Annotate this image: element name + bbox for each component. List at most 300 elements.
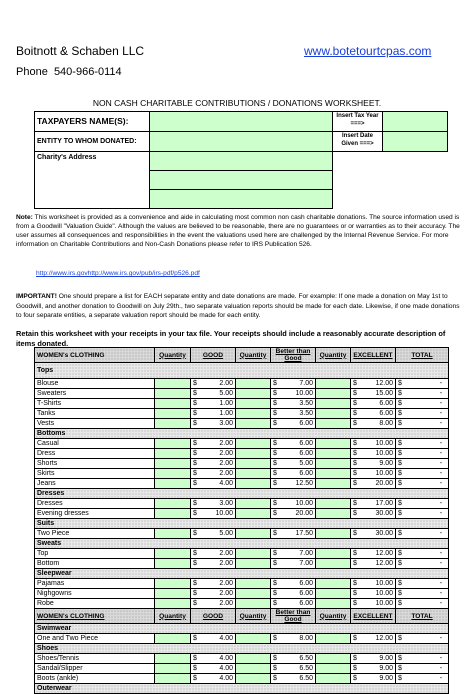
currency-symbol: $	[353, 500, 357, 507]
table-row	[35, 439, 449, 449]
currency-symbol: $	[398, 590, 402, 597]
quantity-good-field[interactable]	[155, 654, 191, 664]
quantity-excellent-field[interactable]	[316, 499, 351, 509]
currency-symbol: $	[398, 460, 402, 467]
address-line-3-field[interactable]	[150, 190, 333, 209]
excellent-price	[351, 664, 396, 674]
good-price	[191, 529, 236, 539]
excellent-value: 10.00	[375, 440, 393, 447]
quantity-better-field[interactable]	[236, 579, 271, 589]
taxpayers-name-field[interactable]	[150, 112, 333, 132]
section-row	[35, 519, 449, 529]
tax-year-field[interactable]	[383, 112, 448, 132]
row-total	[396, 439, 449, 449]
currency-symbol: $	[398, 390, 402, 397]
col-quantity-better-2: Quantity	[236, 609, 271, 624]
quantity-excellent-field[interactable]	[316, 559, 351, 569]
quantity-good-field[interactable]	[155, 579, 191, 589]
quantity-excellent-field[interactable]	[316, 579, 351, 589]
section-sleepwear: Sleepwear	[35, 569, 449, 579]
currency-symbol: $	[193, 530, 197, 537]
row-total	[396, 389, 449, 399]
quantity-better-field[interactable]	[236, 654, 271, 664]
col-womens: WOMEN's CLOTHING	[35, 348, 155, 363]
item-name: Shorts	[35, 459, 155, 469]
currency-symbol: $	[353, 510, 357, 517]
good-value: 1.00	[219, 410, 233, 417]
currency-symbol: $	[193, 470, 197, 477]
quantity-better-field[interactable]	[236, 529, 271, 539]
good-value: 3.00	[219, 500, 233, 507]
item-name: Vests	[35, 419, 155, 429]
currency-symbol: $	[193, 380, 197, 387]
better-value: 12.50	[295, 480, 313, 487]
quantity-better-field[interactable]	[236, 634, 271, 644]
quantity-excellent-field[interactable]	[316, 459, 351, 469]
quantity-better-field[interactable]	[236, 589, 271, 599]
quantity-good-field[interactable]	[155, 409, 191, 419]
currency-symbol: $	[273, 460, 277, 467]
quantity-better-field[interactable]	[236, 664, 271, 674]
better-value: 5.00	[299, 460, 313, 467]
quantity-better-field[interactable]	[236, 399, 271, 409]
row-total	[396, 449, 449, 459]
currency-symbol: $	[398, 420, 402, 427]
good-value: 2.00	[219, 550, 233, 557]
better-value: 7.00	[299, 560, 313, 567]
currency-symbol: $	[353, 560, 357, 567]
section-row	[35, 489, 449, 499]
excellent-price	[351, 439, 396, 449]
worksheet-title: NON CASH CHARITABLE CONTRIBUTIONS / DONATIONS WORKSHEET.	[92, 98, 382, 108]
excellent-value: 10.00	[375, 590, 393, 597]
currency-symbol: $	[193, 665, 197, 672]
currency-symbol: $	[398, 510, 402, 517]
total-value: -	[439, 550, 443, 557]
quantity-good-field[interactable]	[155, 439, 191, 449]
date-given-field[interactable]	[383, 132, 448, 152]
currency-symbol: $	[193, 440, 197, 447]
quantity-excellent-field[interactable]	[316, 634, 351, 644]
currency-symbol: $	[273, 440, 277, 447]
section-tops: Tops	[35, 363, 449, 379]
better-price	[271, 409, 316, 419]
currency-symbol: $	[193, 500, 197, 507]
website-link[interactable]: www.botetourtcpas.com	[304, 44, 432, 58]
col-quantity-excellent: Quantity	[316, 348, 351, 363]
item-name: One and Two Piece	[35, 634, 155, 644]
better-value: 6.00	[299, 450, 313, 457]
row-total	[396, 634, 449, 644]
currency-symbol: $	[273, 510, 277, 517]
good-value: 2.00	[219, 600, 233, 607]
quantity-excellent-field[interactable]	[316, 449, 351, 459]
row-total	[396, 469, 449, 479]
quantity-excellent-field[interactable]	[316, 479, 351, 489]
table-row	[35, 499, 449, 509]
total-value: -	[439, 400, 443, 407]
currency-symbol: $	[193, 635, 197, 642]
quantity-better-field[interactable]	[236, 499, 271, 509]
better-value: 6.00	[299, 600, 313, 607]
good-price	[191, 559, 236, 569]
item-name: Shoes/Tennis	[35, 654, 155, 664]
currency-symbol: $	[353, 440, 357, 447]
good-price	[191, 399, 236, 409]
good-price	[191, 409, 236, 419]
currency-symbol: $	[273, 450, 277, 457]
col-good: GOOD	[191, 348, 236, 363]
currency-symbol: $	[353, 600, 357, 607]
better-price	[271, 589, 316, 599]
col-quantity-good: Quantity	[155, 348, 191, 363]
entity-name-field[interactable]	[150, 132, 333, 152]
currency-symbol: $	[398, 600, 402, 607]
quantity-good-field[interactable]	[155, 419, 191, 429]
currency-symbol: $	[398, 380, 402, 387]
good-price	[191, 579, 236, 589]
insert-year-label: Insert Tax Year ===>	[333, 112, 383, 132]
currency-symbol: $	[398, 530, 402, 537]
better-price	[271, 449, 316, 459]
currency-symbol: $	[398, 500, 402, 507]
currency-symbol: $	[193, 590, 197, 597]
table-header-row	[35, 348, 449, 363]
quantity-better-field[interactable]	[236, 549, 271, 559]
good-price	[191, 499, 236, 509]
quantity-better-field[interactable]	[236, 379, 271, 389]
note-label: Note:	[16, 214, 33, 221]
quantity-better-field[interactable]	[236, 559, 271, 569]
currency-symbol: $	[193, 675, 197, 682]
quantity-good-field[interactable]	[155, 499, 191, 509]
section-suits: Suits	[35, 519, 449, 529]
quantity-excellent-field[interactable]	[316, 419, 351, 429]
total-value: -	[439, 500, 443, 507]
row-total	[396, 599, 449, 609]
quantity-excellent-field[interactable]	[316, 529, 351, 539]
retain-instruction: Retain this worksheet with your receipts in your tax file. Your receipts should include a reasonably accurate description of items donated.	[16, 329, 446, 348]
quantity-excellent-field[interactable]	[316, 654, 351, 664]
currency-symbol: $	[193, 420, 197, 427]
quantity-good-field[interactable]	[155, 599, 191, 609]
better-price	[271, 634, 316, 644]
excellent-value: 10.00	[375, 470, 393, 477]
better-value: 10.00	[295, 390, 313, 397]
currency-symbol: $	[273, 675, 277, 682]
currency-symbol: $	[353, 390, 357, 397]
section-swimwear: Swimwear	[35, 624, 449, 634]
currency-symbol: $	[353, 380, 357, 387]
item-name: Sweaters	[35, 389, 155, 399]
better-price	[271, 599, 316, 609]
good-price	[191, 379, 236, 389]
excellent-value: 9.00	[379, 665, 393, 672]
quantity-better-field[interactable]	[236, 449, 271, 459]
excellent-price	[351, 449, 396, 459]
quantity-better-field[interactable]	[236, 409, 271, 419]
good-price	[191, 449, 236, 459]
phone-number: 540-966-0114	[53, 66, 122, 78]
excellent-price	[351, 559, 396, 569]
currency-symbol: $	[193, 400, 197, 407]
currency-symbol: $	[353, 590, 357, 597]
total-value: -	[439, 380, 443, 387]
currency-symbol: $	[193, 600, 197, 607]
section-dresses: Dresses	[35, 489, 449, 499]
better-value: 17.50	[295, 530, 313, 537]
currency-symbol: $	[398, 400, 402, 407]
currency-symbol: $	[398, 440, 402, 447]
charity-address-label: Charity's Address	[35, 152, 150, 209]
quantity-good-field[interactable]	[155, 549, 191, 559]
row-total	[396, 589, 449, 599]
item-name: Tanks	[35, 409, 155, 419]
irs-link[interactable]: http://www.irs.govhttp://www.irs.gov/pub/irs-pdf/p526.pdf	[36, 270, 200, 277]
section-bottoms: Bottoms	[35, 429, 449, 439]
section-row	[35, 539, 449, 549]
col-quantity-excellent-2: Quantity	[316, 609, 351, 624]
excellent-price	[351, 509, 396, 519]
quantity-better-field[interactable]	[236, 509, 271, 519]
row-total	[396, 459, 449, 469]
better-price	[271, 419, 316, 429]
quantity-good-field[interactable]	[155, 389, 191, 399]
currency-symbol: $	[273, 420, 277, 427]
total-value: -	[439, 665, 443, 672]
quantity-good-field[interactable]	[155, 459, 191, 469]
quantity-better-field[interactable]	[236, 439, 271, 449]
table-row	[35, 654, 449, 664]
better-price	[271, 499, 316, 509]
row-total	[396, 549, 449, 559]
better-price	[271, 439, 316, 449]
row-total	[396, 529, 449, 539]
currency-symbol: $	[273, 550, 277, 557]
excellent-value: 10.00	[375, 580, 393, 587]
currency-symbol: $	[353, 675, 357, 682]
quantity-excellent-field[interactable]	[316, 389, 351, 399]
table-row	[35, 664, 449, 674]
row-total	[396, 579, 449, 589]
total-value: -	[439, 460, 443, 467]
section-row	[35, 363, 449, 379]
currency-symbol: $	[273, 665, 277, 672]
good-price	[191, 589, 236, 599]
currency-symbol: $	[398, 665, 402, 672]
col-quantity-better: Quantity	[236, 348, 271, 363]
quantity-excellent-field[interactable]	[316, 599, 351, 609]
total-value: -	[439, 470, 443, 477]
currency-symbol: $	[273, 480, 277, 487]
col-excellent-2: EXCELLENT	[351, 609, 396, 624]
good-value: 2.00	[219, 460, 233, 467]
quantity-excellent-field[interactable]	[316, 379, 351, 389]
excellent-price	[351, 409, 396, 419]
excellent-value: 10.00	[375, 600, 393, 607]
better-price	[271, 559, 316, 569]
currency-symbol: $	[398, 550, 402, 557]
important-text: One should prepare a list for EACH separate entity and date donations are made. For example: If one made a donation on May 1st to Goodwill, and another donation to Goodwill on July 29th., two separate valuation reports should be made for each date. Likewise, if one made donations to four separate entities, a separate valuation report should be made for each entity.	[16, 293, 460, 319]
currency-symbol: $	[273, 560, 277, 567]
quantity-good-field[interactable]	[155, 559, 191, 569]
section-shoes: Shoes	[35, 644, 449, 654]
excellent-value: 9.00	[379, 460, 393, 467]
quantity-excellent-field[interactable]	[316, 409, 351, 419]
currency-symbol: $	[193, 655, 197, 662]
better-value: 6.00	[299, 590, 313, 597]
good-value: 5.00	[219, 390, 233, 397]
phone-label: Phone	[16, 66, 48, 78]
quantity-good-field[interactable]	[155, 589, 191, 599]
address-line-2-field[interactable]	[150, 171, 333, 190]
better-price	[271, 379, 316, 389]
total-value: -	[439, 655, 443, 662]
item-name: Evening dresses	[35, 509, 155, 519]
phone-line	[16, 66, 122, 78]
quantity-better-field[interactable]	[236, 599, 271, 609]
item-name: T-Shirts	[35, 399, 155, 409]
excellent-price	[351, 499, 396, 509]
currency-symbol: $	[353, 530, 357, 537]
currency-symbol: $	[353, 400, 357, 407]
quantity-good-field[interactable]	[155, 529, 191, 539]
currency-symbol: $	[193, 550, 197, 557]
quantity-good-field[interactable]	[155, 399, 191, 409]
col-womens-2: WOMEN's CLOTHING	[35, 609, 155, 624]
good-price	[191, 509, 236, 519]
quantity-good-field[interactable]	[155, 449, 191, 459]
quantity-excellent-field[interactable]	[316, 509, 351, 519]
quantity-better-field[interactable]	[236, 459, 271, 469]
header-blank	[333, 152, 448, 209]
better-price	[271, 549, 316, 559]
better-value: 7.00	[299, 380, 313, 387]
quantity-good-field[interactable]	[155, 479, 191, 489]
currency-symbol: $	[353, 665, 357, 672]
important-paragraph	[16, 292, 460, 321]
excellent-price	[351, 469, 396, 479]
quantity-good-field[interactable]	[155, 634, 191, 644]
currency-symbol: $	[273, 410, 277, 417]
currency-symbol: $	[398, 480, 402, 487]
excellent-value: 12.00	[375, 560, 393, 567]
quantity-better-field[interactable]	[236, 479, 271, 489]
address-line-1-field[interactable]	[150, 152, 333, 171]
currency-symbol: $	[273, 580, 277, 587]
table-row	[35, 419, 449, 429]
total-value: -	[439, 560, 443, 567]
good-value: 4.00	[219, 675, 233, 682]
total-value: -	[439, 410, 443, 417]
row-total	[396, 479, 449, 489]
good-price	[191, 634, 236, 644]
good-price	[191, 439, 236, 449]
quantity-excellent-field[interactable]	[316, 589, 351, 599]
item-name: Boots (ankle)	[35, 674, 155, 684]
quantity-better-field[interactable]	[236, 389, 271, 399]
taxpayer-info-table	[34, 111, 448, 209]
excellent-value: 9.00	[379, 675, 393, 682]
currency-symbol: $	[273, 635, 277, 642]
table-row	[35, 589, 449, 599]
item-name: Sandal/Slipper	[35, 664, 155, 674]
quantity-good-field[interactable]	[155, 379, 191, 389]
section-outerwear: Outerwear	[35, 684, 449, 694]
quantity-better-field[interactable]	[236, 469, 271, 479]
total-value: -	[439, 440, 443, 447]
currency-symbol: $	[398, 675, 402, 682]
better-value: 7.00	[299, 550, 313, 557]
better-price	[271, 459, 316, 469]
section-row	[35, 684, 449, 694]
excellent-value: 20.00	[375, 480, 393, 487]
quantity-excellent-field[interactable]	[316, 399, 351, 409]
table-row	[35, 389, 449, 399]
excellent-value: 12.00	[375, 380, 393, 387]
better-value: 3.50	[299, 400, 313, 407]
excellent-price	[351, 479, 396, 489]
good-value: 2.00	[219, 450, 233, 457]
quantity-excellent-field[interactable]	[316, 439, 351, 449]
col-total-2: TOTAL	[396, 609, 449, 624]
currency-symbol: $	[353, 420, 357, 427]
good-value: 10.00	[215, 510, 233, 517]
quantity-excellent-field[interactable]	[316, 469, 351, 479]
excellent-price	[351, 419, 396, 429]
currency-symbol: $	[193, 580, 197, 587]
good-price	[191, 389, 236, 399]
quantity-excellent-field[interactable]	[316, 549, 351, 559]
currency-symbol: $	[193, 480, 197, 487]
excellent-price	[351, 579, 396, 589]
item-name: Robe	[35, 599, 155, 609]
currency-symbol: $	[353, 655, 357, 662]
better-price	[271, 579, 316, 589]
table-row	[35, 379, 449, 389]
quantity-excellent-field[interactable]	[316, 664, 351, 674]
quantity-good-field[interactable]	[155, 469, 191, 479]
quantity-better-field[interactable]	[236, 419, 271, 429]
good-value: 4.00	[219, 655, 233, 662]
better-value: 6.00	[299, 440, 313, 447]
currency-symbol: $	[273, 590, 277, 597]
row-total	[396, 654, 449, 664]
total-value: -	[439, 390, 443, 397]
currency-symbol: $	[398, 410, 402, 417]
better-price	[271, 509, 316, 519]
item-name: Dress	[35, 449, 155, 459]
quantity-good-field[interactable]	[155, 509, 191, 519]
better-value: 3.50	[299, 410, 313, 417]
excellent-value: 6.00	[379, 400, 393, 407]
table-row	[35, 634, 449, 644]
quantity-good-field[interactable]	[155, 664, 191, 674]
good-value: 3.00	[219, 420, 233, 427]
excellent-price	[351, 654, 396, 664]
currency-symbol: $	[273, 390, 277, 397]
section-row	[35, 569, 449, 579]
col-total: TOTAL	[396, 348, 449, 363]
currency-symbol: $	[398, 635, 402, 642]
total-value: -	[439, 580, 443, 587]
currency-symbol: $	[193, 390, 197, 397]
good-value: 2.00	[219, 380, 233, 387]
good-price	[191, 459, 236, 469]
better-price	[271, 529, 316, 539]
good-price	[191, 469, 236, 479]
excellent-price	[351, 459, 396, 469]
